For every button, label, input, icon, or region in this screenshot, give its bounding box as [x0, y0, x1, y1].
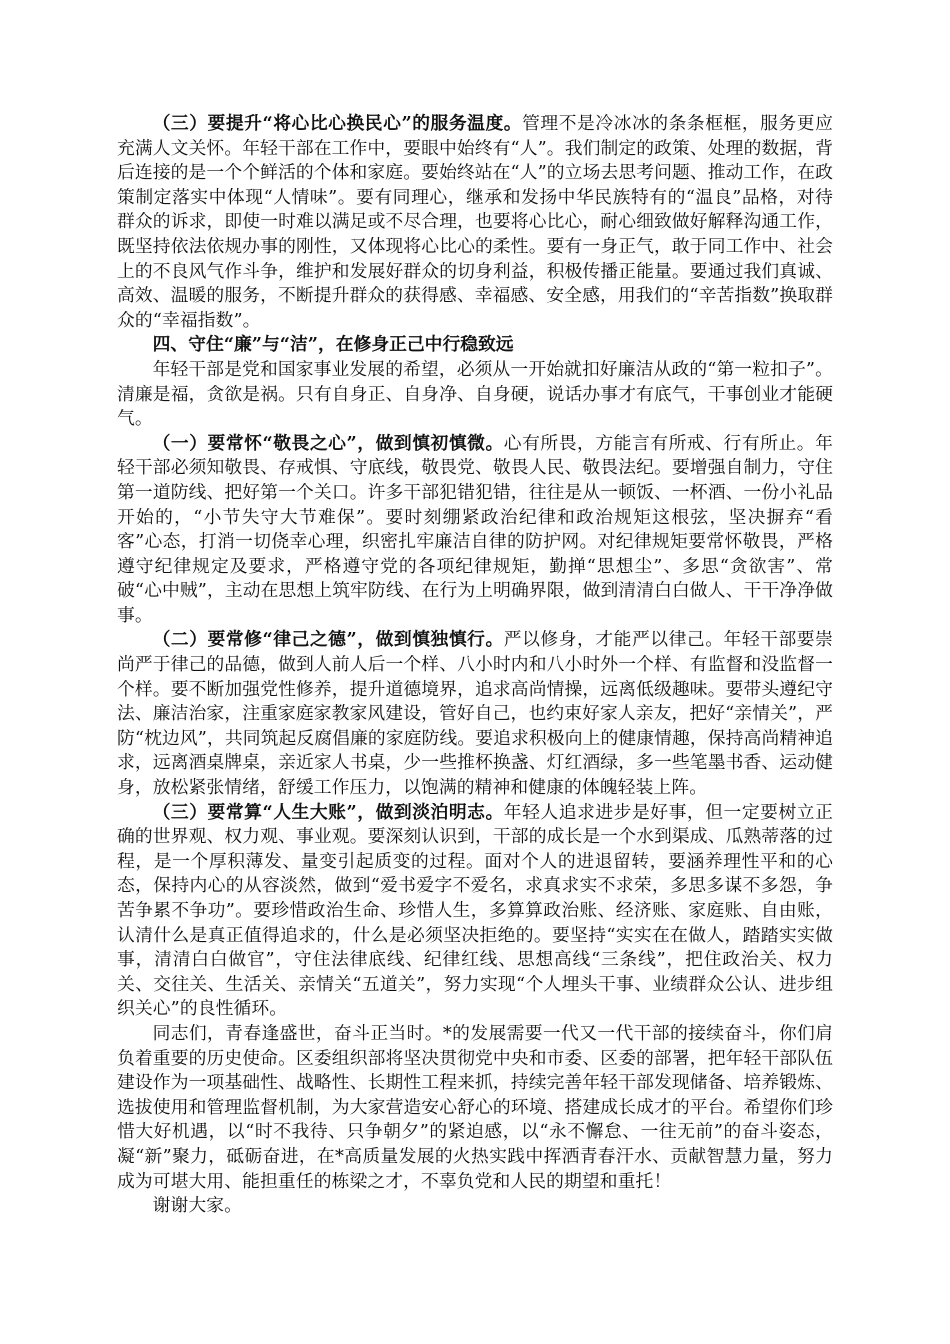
paragraph-reverence	[117, 432, 833, 629]
paragraph-text: 严以修身，才能严以律己。年轻干部要崇尚严于律己的品德，做到人前人后一个样、八小时内和八小时外一个样、有监督和没监督一个样。要不断加强党性修养，提升道德境界，追求高尚情操，远离低级趣味。要带头遵纪守法、廉洁治家，注重家庭家教家风建设，管好自己，也约束好家人亲友，把好“亲情关”，严防“枕边风”，共同筑起反腐倡廉的家庭防线。要追求积极向上的健康情趣，保持高尚精神追求，远离酒桌牌桌，亲近家人书桌，少一些推杯换盏、灯红酒绿，多一些笔墨书香、运动健身，放松紧张情绪，舒缓工作压力，以饱满的精神和健康的体魄轻装上阵。	[117, 629, 833, 799]
paragraph-text: 管理不是冷冰冰的条条框框，服务更应充满人文关怀。年轻干部在工作中，要眼中始终有“人”。我们制定的政策、处理的数据，背后连接的是一个个鲜活的个体和家庭。要始终站在“人”的立场去思考问题、推动工作，在政策制定落实中体现“人情味”。要有同理心，继承和发扬中华民族特有的“温良”品格，对待群众的诉求，即使一时难以满足或不尽合理，也要将心比心，耐心细致做好解释沟通工作，既坚持依法依规办事的刚性，又体现将心比心的柔性。要有一身正气，敢于同工作中、社会上的不良风气作斗争，维护和发展好群众的切身利益，积极传播正能量。要通过我们真诚、高效、温暖的服务，不断提升群众的获得感、幸福感、安全感，用我们的“辛苦指数”换取群众的“幸福指数”。	[117, 113, 834, 331]
paragraph-integrity-intro	[117, 358, 833, 432]
paragraph-lead: （三）要常算“人生大账”，做到淡泊明志。	[152, 801, 504, 823]
paragraph-lead: （一）要常怀“敬畏之心”，做到慎初慎微。	[152, 432, 504, 454]
paragraph-text: 年轻干部是党和国家事业发展的希望，必须从一开始就扣好廉洁从政的“第一粒扣子”。清廉是福，贪欲是祸。只有自身正、自身净、自身硬，说话办事才有底气，干事创业才能硬气。	[117, 358, 833, 430]
paragraph-closing	[117, 1022, 833, 1194]
paragraph-text: 年轻人追求进步是好事，但一定要树立正确的世界观、权力观、事业观。要深刻认识到，干部的成长是一个水到渠成、瓜熟蒂落的过程，是一个厚积薄发、量变引起质变的过程。面对个人的进退留转，要涵养理性平和的心态，保持内心的从容淡然，做到“爱书爱字不爱名，求真求实不求荣，多思多谋不多怨，争苦争累不争功”。要珍惜政治生命、珍惜人生，多算算政治账、经济账、家庭账、自由账，认清什么是真正值得追求的，什么是必须坚决拒绝的。要坚持“实实在在做人，踏踏实实做事，清清白白做官”，守住法律底线、纪律红线、思想高线“三条线”，把住政治关、权力关、交往关、生活关、亲情关“五道关”，努力实现“个人埋头干事、业绩群众公认、进步组织关心”的良性循环。	[117, 801, 833, 1020]
document-page	[117, 112, 833, 1219]
paragraph-service-warmth	[117, 112, 833, 333]
paragraph-lead: （二）要常修“律己之德”，做到慎独慎行。	[152, 629, 504, 651]
paragraph-life-account	[117, 801, 833, 1022]
paragraph-self-discipline	[117, 628, 833, 800]
paragraph-text: 心有所畏，方能言有所戒、行有所止。年轻干部必须知敬畏、存戒惧、守底线，敬畏党、敬畏人民、敬畏法纪。要增强自制力，守住第一道防线、把好第一个关口。许多干部犯错犯错，往往是从一顿饭、一杯酒、一份小礼品开始的，“小节失守大节难保”。要时刻绷紧政治纪律和政治规矩这根弦，坚决摒弃“看客”心态，打消一切侥幸心理，织密扎牢廉洁自律的防护网。对纪律规矩要常怀敬畏，严格遵守纪律规定及要求，严格遵守党的各项纪律规矩，勤掸“思想尘”、多思“贪欲害”、常破“心中贼”，主动在思想上筑牢防线、在行为上明确界限，做到清清白白做人、干干净净做事。	[117, 432, 833, 626]
paragraph-thanks	[117, 1194, 833, 1219]
paragraph-lead: （三）要提升“将心比心换民心”的服务温度。	[152, 113, 523, 134]
section-heading-four: 四、守住“廉”与“洁”，在修身正己中行稳致远	[152, 334, 514, 356]
paragraph-text: 同志们，青春逢盛世，奋斗正当时。*的发展需要一代又一代干部的接续奋斗，你们肩负着重要的历史使命。区委组织部将坚决贯彻党中央和市委、区委的部署，把年轻干部队伍建设作为一项基础性、战略性、长期性工程来抓，持续完善年轻干部发现储备、培养锻炼、选拔使用和管理监督机制，为大家营造安心舒心的环境、搭建成长成才的平台。希望你们珍惜大好机遇，以“时不我待、只争朝夕”的紧迫感，以“永不懈怠、一往无前”的奋斗姿态，凝“新”聚力，砥砺奋进，在*高质量发展的火热实践中挥洒青春汗水、贡献智慧力量，努力成为可堪大用、能担重任的栋梁之才，不辜负党和人民的期望和重托！	[117, 1022, 833, 1192]
paragraph-text: 谢谢大家。	[152, 1195, 243, 1217]
